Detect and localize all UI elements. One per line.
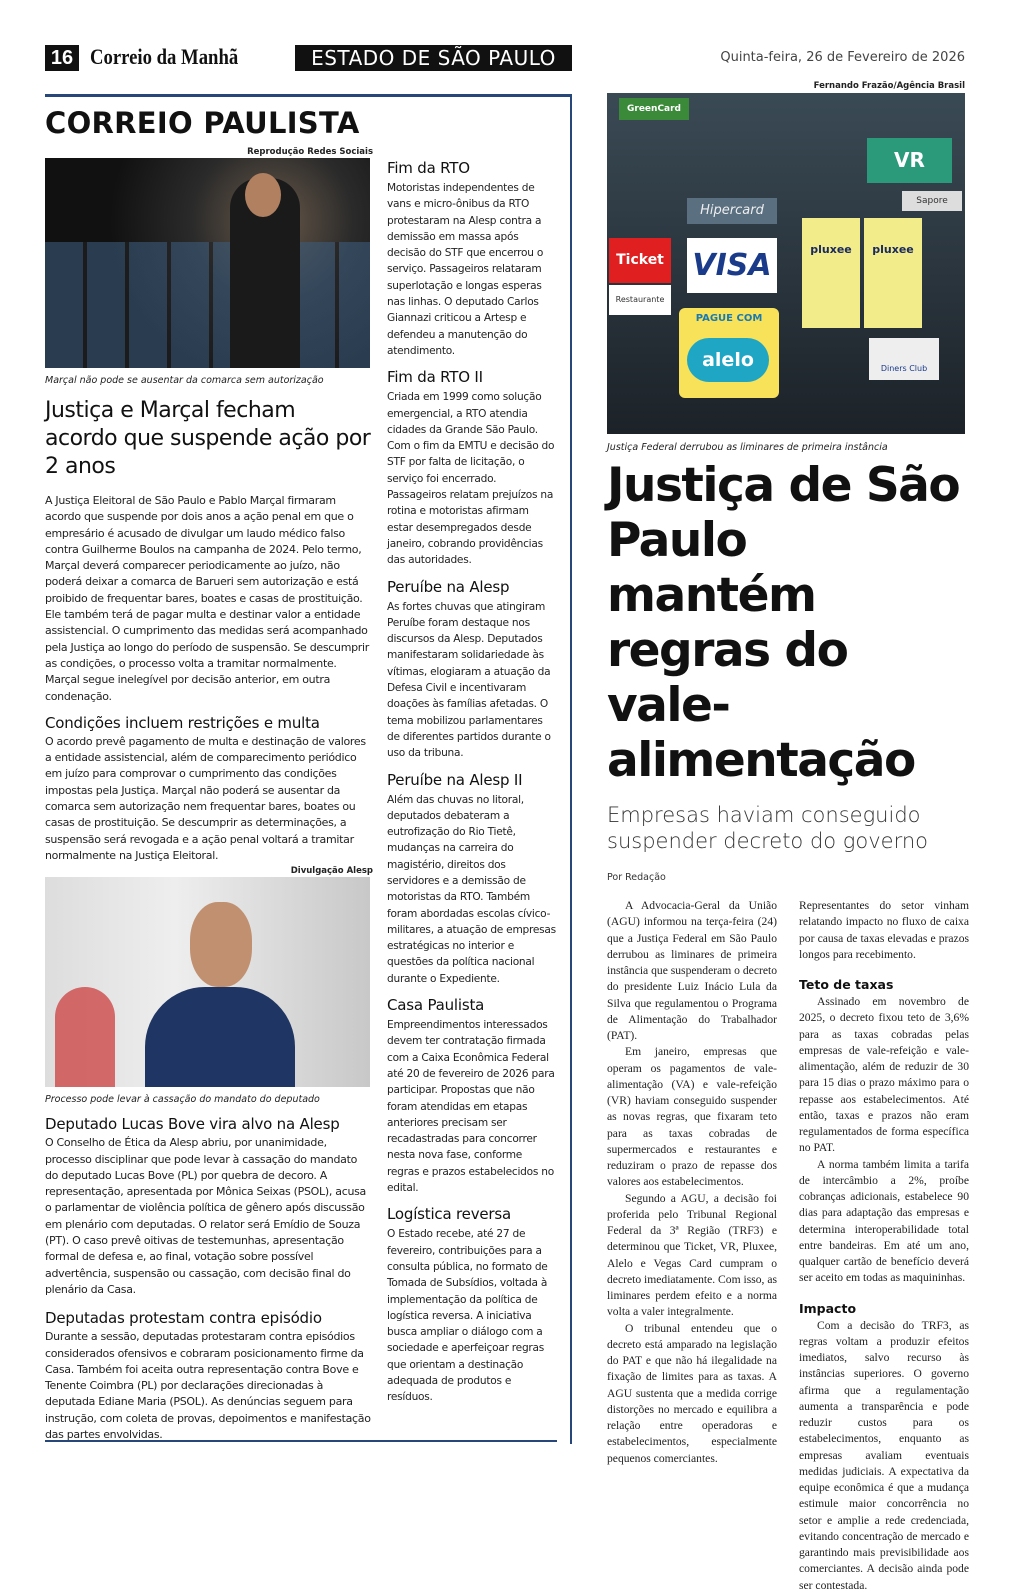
article-body: Durante a sessão, deputadas protestaram contra episódios considerados ofensivos e cobraram posicionamento firme da Casa. Também foi aceita outra representação contra Bove e Tenente Coimbra (PL) por declarações direcionadas à deputada Ediane Maria (PSOL). As denúncias seguem para instrução, com coleta de provas, depoimentos e manifestação das partes envolvidas. <box>45 1330 371 1441</box>
photo-caption: Marçal não pode se ausentar da comarca sem autorização <box>45 375 324 386</box>
paragraph: A norma também limita a tarifa de intercâmbio a 2%, proíbe cobranças adicionais, estabelece 90 dias para adaptação das empresas e determina interoperabilidade total entre bandeiras. Em até um ano, qualquer cartão de benefício deverá ser aceito em todas as maquininhas. <box>799 1157 969 1285</box>
sticker-label: PAGUE COM <box>695 313 763 324</box>
article-columns <box>607 898 969 1594</box>
article-body: O acordo prevê pagamento de multa e destinação de valores a entidade assistencial, além de comparecimento periódico em juízo para comprovar o cumprimento das condições impostas pela Justiça. Marçal não poderá se ausentar da comarca sem autorização nem frequentar bares, boates ou casas de prostituição. Se descumprir as determinações, a suspensão será revogada e a ação penal voltará a tramitar normalmente na Justiça Eleitoral. <box>45 734 366 862</box>
column-kicker: CORREIO PAULISTA <box>45 106 360 140</box>
note-text: Empreendimentos interessados devem ter contratação firmada com a Caixa Econômica Federal até 20 de fevereiro de 2026 para participar. Propostas que não foram atendidas em etapas anteriores precisam ser recadastradas para concorrer nesta nova fase, conforme regras e prazos estabelecidos no edital. <box>387 1019 555 1195</box>
sticker-label: Diners Club <box>869 338 939 380</box>
article-headline: Justiça e Marçal fecham acordo que suspende ação por 2 anos <box>45 398 371 479</box>
subheading: Teto de taxas <box>799 977 894 992</box>
paragraph: Com a decisão do TRF3, as regras voltam a produzir efeitos imediatos, salvo recurso às instâncias superiores. O governo afirma que a regulamentação aumenta a transparência e pode reduzir custos para os estabelecimentos, enquanto as empresas avaliam eventuais medidas judiciais. A expectativa da equipe econômica é que a mudança estimule maior concorrência no setor e amplie a rede credenciada, evitando concentração de mercado e garantindo mais previsibilidade aos comerciantes. A decisão ainda pode ser contestada. <box>799 1318 969 1592</box>
paragraph: Segundo a AGU, a decisão foi proferida pelo Tribunal Regional Federal da 3ª Região (TRF3) e determinou que Ticket, VR, Pluxee, Alelo e Vegas Card cumpram o decreto imediatamente. Com isso, as liminares perdem efeito e a norma volta a valer integralmente. <box>607 1191 777 1319</box>
column-divider <box>570 94 572 1444</box>
photo-credit: Fernando Frazão/Agência Brasil <box>813 81 965 91</box>
paragraph: O tribunal entendeu que o decreto está amparado na legislação do PAT e que não há ilegalidade na fixação de limites para as taxas. A AGU sustenta que a medida corrige distorções no mercado e equilibra a relação entre operadoras e estabelecimentos, especialmente pequenos comerciantes. <box>607 1321 777 1465</box>
main-subhead: Empresas haviam conseguido suspender decreto do governo <box>607 803 929 853</box>
section-label: ESTADO DE SÃO PAULO <box>295 45 572 71</box>
note-title: Logística reversa <box>387 1205 511 1224</box>
sticker-label: Ticket <box>609 238 671 283</box>
main-headline: Justiça de São Paulo mantém regras do vale-alimentação <box>607 458 960 788</box>
lucas-bove-photo <box>45 877 370 1087</box>
page-number: 16 <box>45 45 79 71</box>
note-text: Além das chuvas no litoral, deputados debateram a eutrofização do Rio Tietê, mudanças na carreira do magistério, direitos dos servidores e a demissão de motoristas da RTO. Também foram abordadas escolas cívico-militares, a atuação de empresas estratégicas no interior e questões da política nacional durante o Expediente. <box>387 793 556 985</box>
note-item <box>387 158 557 359</box>
note-title: Casa Paulista <box>387 996 485 1015</box>
note-title: Peruíbe na Alesp II <box>387 770 523 789</box>
sticker-label: Hipercard <box>687 198 777 224</box>
notes-column <box>387 152 557 1414</box>
byline: Por Redação <box>607 872 666 883</box>
photo-caption: Processo pode levar à cassação do mandato do deputado <box>45 1094 320 1106</box>
sticker-label: Sapore <box>902 191 962 211</box>
note-item <box>387 995 557 1196</box>
subheading: Deputado Lucas Bove vira alvo na Alesp <box>45 1115 340 1134</box>
payment-cards-photo <box>607 93 965 434</box>
sticker-label: pluxee <box>864 218 922 328</box>
sticker-label: alelo <box>687 338 769 382</box>
paragraph: Representantes do setor vinham relatando impacto no fluxo de caixa por causa de taxas elevadas e prazos longos para recebimento. <box>799 899 969 961</box>
note-text: Criada em 1999 como solução emergencial, a RTO atendia cidades da Grande São Paulo. Com o fim da EMTU e decisão do STF por falta de licitação, o serviço foi encerrado. Passageiros relatam prejuízos na rotina e motoristas afirmam estar desempregados desde janeiro, cobrando providências das autoridades. <box>387 391 555 567</box>
paragraph: Assinado em novembro de 2025, o decreto fixou teto de 3,6% para as taxas cobradas pelas empresas de vale-refeição e vale-alimentação, além de reduzir de 30 para 15 dias o prazo máximo para o repasse aos estabelecimentos. Até então, taxas e prazos não eram regulamentados de forma específica no PAT. <box>799 995 969 1155</box>
marcal-photo <box>45 158 370 368</box>
masthead-logo: Correio da Manhã <box>90 44 239 69</box>
paragraph: A Advocacia-Geral da União (AGU) informou na terça-feira (24) que a Justiça Federal em São Paulo derrubou as liminares de primeira instância que suspenderam o decreto do presidente Luiz Inácio Lula da Silva que regulamentou o Programa de Alimentação do Trabalhador (PAT). <box>607 899 777 1042</box>
note-text: Motoristas independentes de vans e micro-ônibus da RTO protestaram na Alesp contra a demissão em massa após decisão do STF que encerrou o serviço. Passageiros relataram superlotação e longas esperas nas linhas. O deputado Carlos Giannazi criticou a Artesp e defendeu a manutenção do atendimento. <box>387 182 544 357</box>
note-text: O Estado recebe, até 27 de fevereiro, contribuições para a consulta pública, no formato de Tomada de Subsídios, voltada à implementação da política de logística reversa. A iniciativa busca ampliar o diálogo com a sociedade e aperfeiçoar regras que orientam a destinação adequada de produtos e resíduos. <box>387 1228 548 1404</box>
note-title: Peruíbe na Alesp <box>387 577 510 596</box>
note-text: As fortes chuvas que atingiram Peruíbe foram destaque nos discursos da Alesp. Deputados manifestaram solidariedade às vítimas, elogiaram a atuação da Defesa Civil e incentivaram doações às famílias afetadas. O tema mobilizou parlamentares de diferentes partidos durante o uso da tribuna. <box>387 600 551 760</box>
subheading: Condições incluem restrições e multa <box>45 713 320 732</box>
sticker-label: VISA <box>687 238 777 293</box>
top-rule <box>45 94 572 97</box>
article-body: O Conselho de Ética da Alesp abriu, por unanimidade, processo disciplinar que pode levar à cassação do mandato do deputado Lucas Bove (PL) por quebra de decoro. A representação, apresentada por Mônica Seixas (PSOL), acusa o parlamentar de violência política de gênero após discussão em plenário com deputadas. O relator será Emídio de Souza (PT). O caso prevê oitivas de testemunhas, apresentação formal de defesa e, ao final, votação sobre possível advertência, suspensão ou cassação, com decisão final do plenário da Casa. <box>45 1136 366 1296</box>
article-column-2 <box>799 898 969 1594</box>
photo-caption: Justiça Federal derrubou as liminares de primeira instância <box>607 442 888 453</box>
note-item <box>387 770 557 988</box>
sticker-label: GreenCard <box>619 98 689 120</box>
article-column-1 <box>607 898 777 1594</box>
subheading: Impacto <box>799 1300 857 1316</box>
photo-credit: Divulgação Alesp <box>290 866 373 877</box>
sticker-label: pluxee <box>802 218 860 328</box>
left-column <box>45 105 373 1443</box>
main-article <box>607 458 969 1594</box>
paragraph: Em janeiro, empresas que operam os pagamentos de vale-alimentação (VA) e vale-refeição (VR) haviam conseguido suspender as novas regras, que fixaram teto para as taxas cobradas de supermercados e restaurantes e reduziram o prazo de repasse dos valores aos estabelecimentos. <box>607 1045 777 1189</box>
note-item <box>387 1204 557 1405</box>
article-body: A Justiça Eleitoral de São Paulo e Pablo Marçal firmaram acordo que suspende por dois anos a ação penal em que o empresário é acusado de divulgar um laudo médico falso contra Guilherme Boulos na campanha de 2024. Pelo termo, Marçal deverá comparecer periodicamente ao juízo, não poderá deixar a comarca de Barueri sem autorização e está proibido de frequentar bares, boates e casas de prostituição. Ele também terá de pagar multa e destinar valor a entidade assistencial. O cumprimento das medidas será acompanhado pela Justiça ao longo do período de suspensão. Se descumprir as condições, o processo volta a tramitar normalmente. Marçal segue inelegível por decisão anterior, em outra condenação. <box>45 494 370 703</box>
note-title: Fim da RTO <box>387 159 470 177</box>
sticker-label: Restaurante <box>609 285 671 315</box>
note-item <box>387 577 557 762</box>
sticker-label: VR <box>867 138 952 183</box>
note-item <box>387 367 557 568</box>
photo-credit: Reprodução Redes Sociais <box>247 147 373 157</box>
subheading: Deputadas protestam contra episódio <box>45 1309 322 1328</box>
note-title: Fim da RTO II <box>387 368 483 387</box>
issue-date: Quinta-feira, 26 de Fevereiro de 2026 <box>720 50 965 65</box>
